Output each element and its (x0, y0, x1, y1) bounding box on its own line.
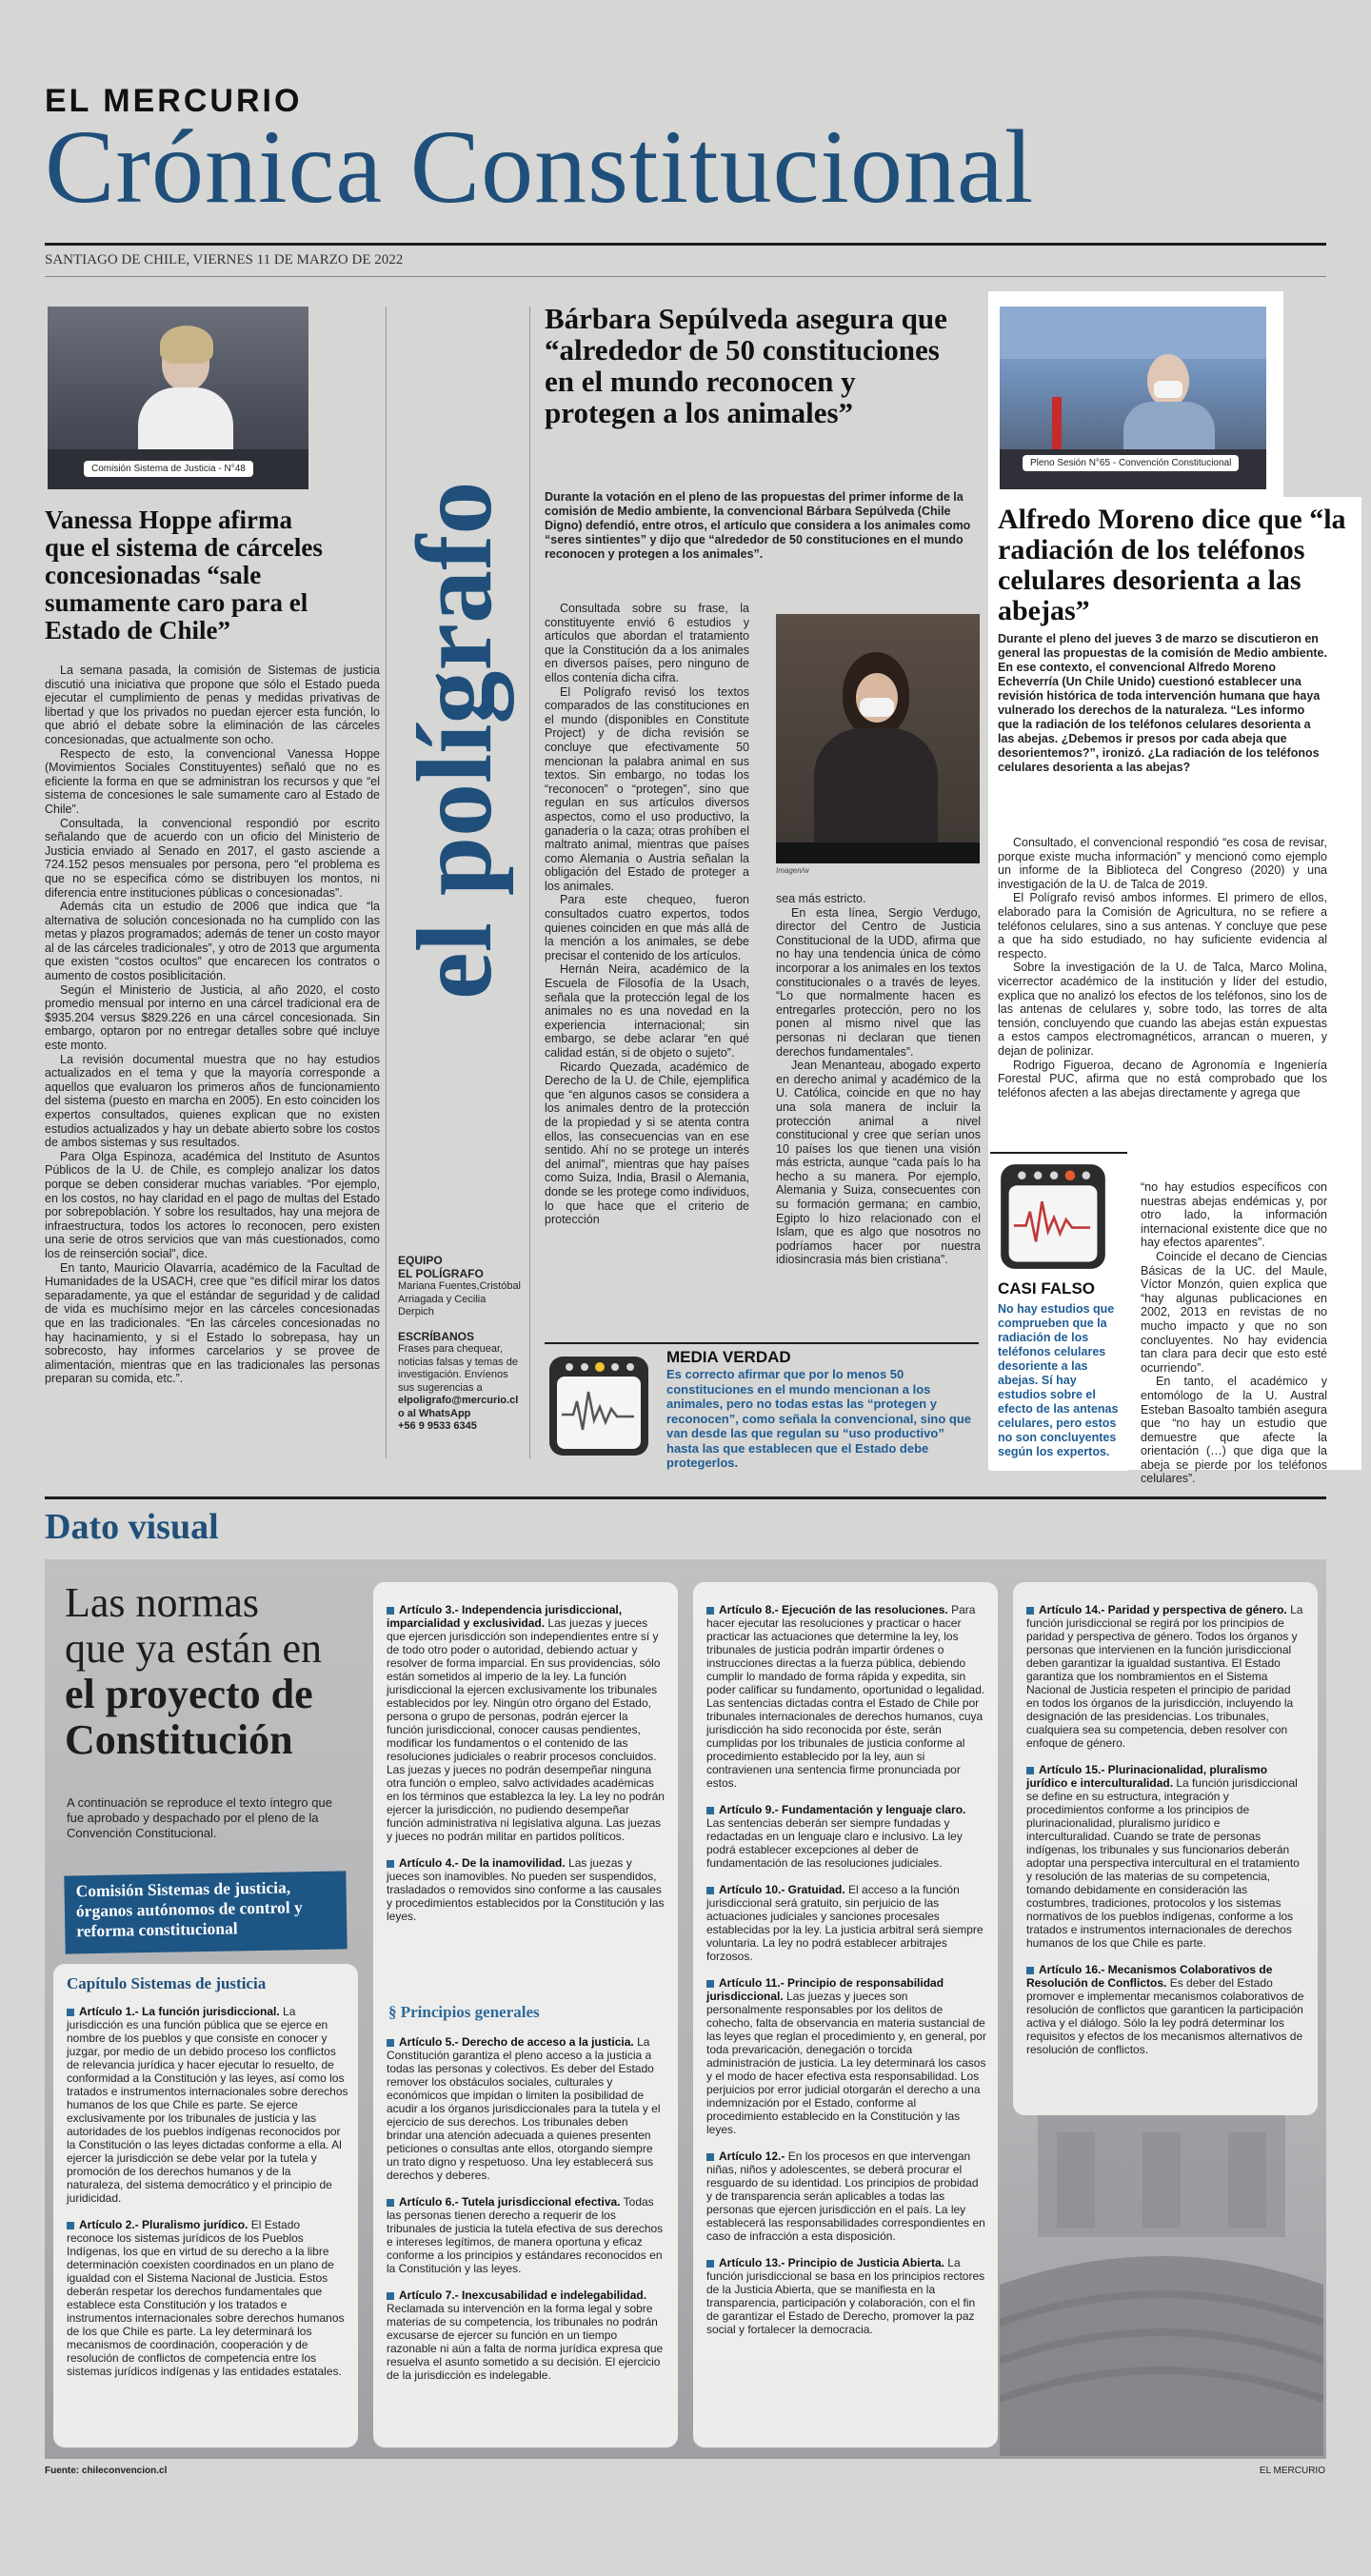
sepulveda-article-left (545, 602, 749, 1227)
paragraph: Respecto de esto, la convencional Vanessa Hoppe (Movimientos Sociales Constituyentes) señaló que no es eficiente la forma en que se administran los recursos y que “el sistema de concesiones le sale sumamente caro al Estado de Chile”. (45, 746, 380, 816)
paragraph: Para este chequeo, fueron consultados cuatro expertos, todos quienes coinciden en que más allá de la mención a los animales, se debe precisar el contenido de los artículos. (545, 893, 749, 962)
articles-col-2b (387, 2035, 666, 2395)
paragraph: Además cita un estudio de 2006 que indica que “la alternativa de solución concesionada no ha cumplido con las metas y plazos programados; además de tener un costo mayor al de las cárceles tradicionales”, y otro de 2013 que argumenta que existen “costos ocultos” que encarecen los contratos o aumento de costos posiblicitación. (45, 900, 380, 983)
column-divider (529, 307, 530, 1458)
article-2: Artículo 2.- Pluralismo jurídico. El Estado reconoce los sistemas jurídicos de los Pueblos Indígenas, los que en virtud de su derecho a la libre determinación coexisten coordinados en un plano de igualdad con el Sistema Nacional de Justicia. Estos deberán respetar los derechos fundamentales que establece esta Constitución y los tratados e instrumentos internacionales sobre derechos humanos de los que Chile es parte. La ley determinará los mecanismos de coordinación, cooperación y de resolución de conflictos de competencia entre los sistemas jurídicos indígenas y las entidades estatales. (67, 2218, 345, 2378)
moreno-photo-caption: Pleno Sesión N°65 - Convención Constitucional (1023, 455, 1239, 471)
paragraph: La revisión documental muestra que no hay estudios actualizados en el tema y que la mayoría corresponde a aquellos que evaluaron los primeros años de funcionamiento del sistema (puesto en marcha en 2005). En esto coinciden los expertos consultados, quienes explican que no existen estudios actualizados y hay un debate abierto sobre los costos de ambos sistemas y sus resultados. (45, 1052, 380, 1150)
articles-col-1 (67, 2005, 348, 2391)
bullet-icon (387, 2292, 394, 2300)
bullet-icon (706, 1980, 714, 1988)
paragraph: “no hay estudios específicos con nuestras abejas endémicas y, por otro lado, la información internacional existente dice que no hay efectos aparentes”. (1141, 1180, 1327, 1250)
media-verdad-title: MEDIA VERDAD (666, 1348, 791, 1366)
vertical-title: el polígrafo (396, 481, 514, 1000)
chapter-title: Capítulo Sistemas de justicia (67, 1974, 267, 1992)
moreno-article-narrow (1141, 1180, 1327, 1486)
article-13: Artículo 13.- Principio de Justicia Abierta. La función jurisdiccional se basa en los principios rectores de la Justicia Abierta, que se manifiesta en la transparencia, participación y colaboración, con el fin de garantizar el Estado de Derecho, promover la paz social y fortalecer la democracia. (706, 2256, 985, 2336)
bullet-icon (706, 1607, 714, 1615)
paragraph: Consultada sobre su frase, la constituyente envió 6 estudios y artículos que abordan el tratamiento que la Constitución da a los animales en diversos países, pero ninguno de ellos contenía dicha cifra. (545, 602, 749, 684)
equipo-title: EQUIPO (398, 1254, 443, 1267)
article-12: Artículo 12.- En los procesos en que intervengan niñas, niños y adolescentes, se deberá procurar el resguardo de su identidad. Los principios de probidad y de transparencia serán aplicables a todas las personas que ejercen jurisdicción en el país. La ley establecerá las responsabilidades correspondientes en caso de infracción a esta disposición. (706, 2150, 985, 2243)
bullet-icon (1026, 1967, 1034, 1974)
paragraph: Rodrigo Figueroa, decano de Agronomía e Ingeniería Forestal PUC, afirma que no está comprobado que los teléfonos afecten a las abejas directamente y agrega que (998, 1058, 1327, 1100)
dateline-rule (45, 276, 1326, 277)
article-3: Artículo 3.- Independencia jurisdiccional, imparcialidad y exclusividad. Las juezas y jueces que ejercen jurisdicción son independientes entre sí y de todo otro poder o autoridad, debiendo actuar y resolver de forma imparcial. En sus providencias, sólo están sometidos al imperio de la ley. La función jurisdiccional la ejercen exclusivamente los tribunales establecidos por ley. Ningún otro órgano del Estado, persona o grupo de personas, podrán ejercer la función jurisdiccional, conocer causas pendientes, modificar los fundamentos o el contenido de las resoluciones judiciales o reabrir procesos concluidos. Las juezas y jueces no podrán desempeñar ninguna otra función o empleo, salvo actividades académicas en los términos que establezca la ley. La ley no podrán ejercer la jurisdicción, no pudiendo desempeñar función administrativa ni legislativa alguna. Las juezas y jueces no podrán militar en partidos políticos. (387, 1603, 665, 1843)
equipo-box (398, 1255, 522, 1434)
commission-banner-text: Comisión Sistemas de justicia, órganos autónomos de control y reforma constitucional (75, 1877, 303, 1941)
dato-title-line: que ya están en (65, 1625, 322, 1672)
article-4: Artículo 4.- De la inamovilidad. Las juezas y jueces son inamovibles. No pueden ser suspendidos, trasladados o removidos sino conforme a las causales y procedimientos establecidos por la Constitución y las leyes. (387, 1856, 665, 1923)
bullet-icon (387, 2199, 394, 2207)
paragraph: La semana pasada, la comisión de Sistemas de justicia discutió una iniciativa que propone que sólo el Estado pueda ejecutar el cumplimiento de penas y medidas privativas de libertad y que los privados no puedan ejercer esta función, lo que abrió el debate sobre la eliminación de las cárceles concesionadas, que actualmente son ocho. (45, 664, 380, 746)
paragraph: Hernán Neira, académico de la Escuela de Filosofía de la Usach, señala que la protección legal de los animales no es una novedad en la experiencia internacional; sin embargo, se debe aclarar “en qué calidad están, si de objeto o sujeto”. (545, 962, 749, 1060)
contact-email[interactable]: elpoligrafo@mercurio.cl (398, 1395, 519, 1406)
article-15: Artículo 15.- Plurinacionalidad, pluralismo jurídico e interculturalidad. La función jurisdiccional se define en su estructura, integración y procedimientos conforme a los principios de plurinacionalidad, pluralismo jurídico e interculturalidad. Cuando se trate de personas indígenas, los tribunales y sus funcionarios deberán adoptar una perspectiva intercultural en el tratamiento y resolución de las materias de su competencia, tomando debidamente en consideración las costumbres, tradiciones, protocolos y los sistemas normativos de los pueblos indígenas, conforme a los tratados e instrumentos internacionales de derechos humanos de los que Chile es parte. (1026, 1763, 1300, 1950)
moreno-article (998, 836, 1327, 1100)
article-8: Artículo 8.- Ejecución de las resoluciones. Para hacer ejecutar las resoluciones y practicar o hacer practicar las actuaciones que determine la ley, los tribunales de justicia podrán impartir órdenes o instrucciones directas a la fuerza pública, debiendo cumplir lo mandado de forma rápida y expedita, sin poder calificar su fundamento, oportunidad o legalidad. Las sentencias dictadas contra el Estado de Chile por tribunales internacionales de derechos humanos, cuya jurisdicción ha sido reconocida por éste, serán cumplidas por los tribunales de justicia conforme al procedimiento establecido por la ley, aun si contravienen una sentencia firme pronunciada por estos. (706, 1603, 985, 1790)
hoppe-photo-caption: Comisión Sistema de Justicia - N°48 (84, 461, 253, 477)
paragraph: Coincide el decano de Ciencias Básicas de la UC. del Maule, Víctor Monzón, quien explica que “hay algunas publicaciones en 2002, 2013 en revistas de no mucho impacto y que no son concluyentes. No hay evidencia tan clara para decir que esto esté ocurriendo”. (1141, 1249, 1327, 1375)
dato-title-line: Constitución (65, 1716, 293, 1763)
masthead-rule (45, 243, 1326, 246)
principles-title: § Principios generales (388, 2003, 540, 2021)
escribanos-title: ESCRÍBANOS (398, 1329, 475, 1343)
article-16: Artículo 16.- Mecanismos Colaborativos de Resolución de Conflictos. Es deber del Estado promover e implementar mecanismos colaborativos de resolución de conflictos que garanticen la participación activa y el diálogo. Sólo la ley podrá determinar los requisitos y efectos de los mecanismos alternativos de resolución de conflictos. (1026, 1963, 1304, 2056)
paragraph: En tanto, el académico y entomólogo de la U. Austral Esteban Basoalto también asegura que “no hay un estudio que demuestre que afecte la orientación (…) que diga que la abeja se pierde por los teléfonos celulares”. (1141, 1375, 1327, 1486)
sepulveda-photo (776, 614, 980, 863)
paragraph: Ricardo Quezada, académico de Derecho de la U. de Chile, ejemplifica que “en algunos casos se considera a los animales dentro de la protección de la propiedad y si se atenta contra ellos, las consecuencias van en ese sentido. Ahí no se protege un interés del animal”, mientras que hay países como Suiza, India, Brasil o Alemania, donde se les protege como individuos, lo que hace que el criterio de protección (545, 1060, 749, 1227)
paragraph: Jean Menanteau, abogado experto en derecho animal y académico de la U. Católica, coincide en que no hay una sola manera de incluir la protección animal a nivel constitucional y cree que serían unos 10 países los que tienen una visión más estricta, aunque “cada país lo ha hecho a su manera. Por ejemplo, Alemania y Suiza, consecuentes con su formación germana; en cambio, Egipto lo hizo relacionado con el Islam, que es algo que nosotros no podríamos hacer por nuestra idiosincrasia más bien cristiana”. (776, 1059, 981, 1267)
chamber-illustration (1000, 2094, 1323, 2456)
bullet-icon (706, 2260, 714, 2268)
paragraph: El Polígrafo revisó ambos informes. El primero de ellos, elaborado para la Comisión de Agricultura, no se refiere a teléfonos celulares, sino a sus antenas. Y concluye que pese a que ha sido estudiado, no hay suficiente evidencia al respecto. (998, 891, 1327, 961)
bullet-icon (1026, 1767, 1034, 1774)
sepulveda-lede: Durante la votación en el pleno de las propuestas del primer informe de la comisión de Medio ambiente, la convencional Bárbara Sepúlveda (Chile Digno) defendió, entre otros, el artículo que considera a los animales como “seres sintientes” y dijo que “alrededor de 50 constituciones en el mundo reconocen y protegen a los animales”. (545, 490, 971, 561)
article-1: Artículo 1.- La función jurisdiccional. La jurisdicción es una función pública que se ejerce en nombre de los pueblos y que consiste en conocer y juzgar, por medio de un debido proceso los conflictos de relevancia jurídica y hacer ejecutar lo resuelto, de conformidad a la Constitución y las leyes, así como los tratados e instrumentos internacionales sobre derechos humanos de los que Chile es parte. Se ejerce exclusivamente por los tribunales de justicia y las autoridades de los pueblos indígenas reconocidos por la Constitución o las leyes dictadas conforme a ella. Al ejercer la jurisdicción se debe velar por la tutela y promoción de los derechos humanos y de la naturaleza, del sistema democrático y el principio de juridicidad. (67, 2005, 348, 2205)
paragraph: Sobre la investigación de la U. de Talca, Marco Molina, vicerrector académico de la institución y líder del estudio, explica que no analizó los efectos de los teléfonos, sino los de las antenas de celulares y, sobre todo, las torres de alta tensión, concluyendo que cuando las abejas están expuestas a estos campos electromagnéticos, arrancan o mueren, y dejan de polinizar. (998, 961, 1327, 1058)
bullet-icon (706, 2153, 714, 2161)
hoppe-headline: Vanessa Hoppe afirma que el sistema de cárceles concesionadas “sale sumamente caro para el Estado de Chile” (45, 505, 323, 644)
equipo-names: Mariana Fuentes,Cristóbal Arriagada y Cecilia Derpich (398, 1280, 522, 1318)
media-verdad-text: Es correcto afirmar que por lo menos 50 constituciones en el mundo mencionan a los animales, pero no todas estas las “protegen y reconocen”, como señala la convencional, sino que van desde las que regulan su “uso productivo” hasta las que establecen que el Estado debe protegerlos. (666, 1367, 972, 1470)
commission-banner (64, 1871, 347, 1953)
footer-source: Fuente: chileconvencion.cl (45, 2466, 168, 2476)
footer-brand: EL MERCURIO (1259, 2466, 1325, 2476)
article-7: Artículo 7.- Inexcusabilidad e indelegabilidad. Reclamada su intervención en la forma legal y sobre materias de su competencia, los tribunales no podrán excusarse de ejercer su función en un tiempo razonable ni aún a falta de norma jurídica expresa que resuelva el asunto sometido a su decisión. El ejercicio de la jurisdicción es indelegable. (387, 2289, 664, 2382)
moreno-headline: Alfredo Moreno dice que “la radiación de los teléfonos celulares desorienta a las abejas” (998, 504, 1346, 626)
equipo-org: EL POLÍGRAFO (398, 1266, 484, 1280)
media-verdad-icon (546, 1354, 651, 1458)
article-14: Artículo 14.- Paridad y perspectiva de género. La función jurisdiccional se regirá por los principios de paridad y perspectiva de género. Todos los órganos y personas que intervienen en la función jurisdiccional deben garantizar la igualdad sustantiva. El Estado garantiza que los nombramientos en el Sistema Nacional de Justicia respeten el principio de paridad en todos los órganos de la jurisdicción, incluyendo la designación de las presidencias. Los tribunales, cualquiera sea su competencia, deben resolver con enfoque de género. (1026, 1603, 1303, 1750)
article-10: Artículo 10.- Gratuidad. El acceso a la función jurisdiccional será gratuito, sin perjuicio de las actuaciones judiciales y sanciones procesales establecidas por la ley. La justicia arbitral será siempre voluntaria. La ley no podrá establecer arbitrajes forzosos. (706, 1883, 984, 1963)
bullet-icon (67, 2222, 74, 2229)
dato-title-line: el proyecto de (65, 1671, 313, 1717)
article-6: Artículo 6.- Tutela jurisdiccional efectiva. Todas las personas tienen derecho a requerir de los tribunales de justicia la tutela efectiva de sus derechos e intereses legítimos, de manera oportuna y eficaz conforme a los principios y estándares reconocidos en la Constitución y las leyes. (387, 2195, 664, 2275)
photo-credit: Imagen/w (776, 866, 809, 875)
dateline: SANTIAGO DE CHILE, VIERNES 11 DE MARZO DE 2022 (45, 252, 404, 268)
article-5: Artículo 5.- Derecho de acceso a la justicia. La Constitución garantiza el pleno acceso a la justicia a todas las personas y colectivos. Es deber del Estado remover los obstáculos sociales, culturales y económicos que impidan o limiten la posibilidad de acudir a los órganos jurisdiccionales para la tutela y el ejercicio de sus derechos. Los tribunales deben brindar una atención adecuada a quienes presenten peticiones o consultas ante ellos, otorgando siempre un trato digno y respetuoso. Una ley establecerá sus derechos y deberes. (387, 2035, 661, 2182)
articles-col-4 (1026, 1603, 1306, 2070)
contact-phone: +56 9 9533 6345 (398, 1420, 477, 1432)
moreno-photo (1000, 307, 1266, 489)
paragraph: El Polígrafo revisó los textos comparados de las constituciones en el mundo (disponibles en Constitute Project) y de dicha revisión se concluye que efectivamente 50 mencionan la palabra animal en sus textos. Sin embargo, no todas los “reconocen” o “protegen”, sino que regulan en sus artículos diversos aspectos, como el uso productivo, la ganadería o la caza; otras prohíben el maltrato animal, mientras que países como Alemania o Austria señalan la obligación del Estado de proteger a los animales. (545, 684, 749, 893)
paragraph: Consultada, la convencional respondió por escrito señalando que de acuerdo con un oficio del Ministerio de Justicia enviado al Senado en 2017, el gasto asciende a 724.152 pesos mensuales por persona, pero “el problema es que no se especifica cómo se distribuyen los montos, ni diferencia entre instituciones públicas o concesionadas”. (45, 816, 380, 900)
article-11: Artículo 11.- Principio de responsabilidad jurisdiccional. Las juezas y jueces son personalmente responsables por los delitos de cohecho, falta de observancia en materia sustancial de las leyes que reglan el procedimiento y, en general, por toda prevaricación, denegación o torcida administración de justicia. La ley determinará los casos y el modo de hacer efectiva esta responsabilidad. Los perjuicios por error judicial otorgarán el derecho a una indemnización por el Estado, conforme al procedimiento establecido en la Constitución y las leyes. (706, 1976, 986, 2136)
hoppe-article (45, 664, 380, 1386)
paragraph: Consultado, el convencional respondió “es cosa de revisar, porque existe mucha información” y mencionó como ejemplo un informe de la Biblioteca del Congreso (2020) y una investigación de la U. de Talca de 2019. (998, 836, 1327, 891)
dato-intro: A continuación se reproduce el texto íntegro que fue aprobado y despachado por el pleno de la Convención Constitucional. (67, 1795, 332, 1840)
casi-falso-icon (998, 1161, 1108, 1272)
article-9: Artículo 9.- Fundamentación y lenguaje claro. Las sentencias deberán ser siempre fundadas y redactadas en un lenguaje claro e inclusivo. La ley podrá establecer excepciones al deber de fundamentación de las resoluciones judiciales. (706, 1803, 966, 1870)
dato-title-line: Las normas (65, 1579, 260, 1626)
paragraph: En esta línea, Sergio Verdugo, director del Centro de Justicia Constitucional de la UDD, afirma que no hay una tendencia única de cómo incorporar a los animales en los textos constitucionales o a través de leyes. “Lo que normalmente hacen es entregarles protección, pero no los ponen al mismo nivel que las personas ni declaran que tienen derechos fundamentales”. (776, 905, 981, 1059)
paragraph: En tanto, Mauricio Olavarría, académico de la Facultad de Humanidades de la USACH, cree que “es difícil mirar los datos separadamente, ya que el estándar de seguridad y de calidad de vida es muchísimo mejor en las cárceles concesionadas que en las tradicionales. “En las cárceles concesionadas no hay hacinamiento, y si el Estado lo sobrepasa, hay un sobrecosto, hay informes carcelarios y se provee de alimentación, mientras que en las tradicionales las personas preparan su comida, etc.”. (45, 1260, 380, 1386)
bullet-icon (67, 2009, 74, 2016)
bullet-icon (706, 1807, 714, 1814)
dato-visual-label: Dato visual (45, 1507, 219, 1547)
section-title: Crónica Constitucional (45, 109, 1035, 225)
moreno-lede: Durante el pleno del jueves 3 de marzo se discutieron en general las propuestas de la comisión de Medio ambiente. En ese contexto, el convencional Alfredo Moreno Echeverría (Un Chile Unido) cuestionó establecer una revisión histórica de toda intervención humana que haya vulnerado los derechos de la naturaleza. “Les informo que la radiación de los teléfonos celulares desorienta a las abejas. ¿Debemos ir presos por cada abeja que desorientemos?”, ironizó. ¿La radiación de los teléfonos celulares desorienta a las abejas? (998, 632, 1327, 774)
sepulveda-article-right (776, 892, 981, 1267)
bullet-icon (387, 1860, 394, 1868)
sepulveda-headline: Bárbara Sepúlveda asegura que “alrededor de 50 constituciones en el mundo reconocen y protegen a los animales” (545, 302, 947, 429)
bullet-icon (1026, 1607, 1034, 1615)
paper-name: EL MERCURIO (45, 83, 303, 119)
section-rule (45, 1496, 1326, 1499)
paragraph: sea más estricto. (776, 892, 866, 905)
hoppe-photo (48, 307, 308, 489)
articles-col-3 (706, 1603, 986, 2349)
verdict-rule (545, 1342, 979, 1344)
paragraph: Para Olga Espinoza, académica del Instituto de Asuntos Públicos de la U. de Chile, es complejo analizar los datos porque se deben considerar muchas variables. “Por ejemplo, en los costos, no hay claridad en el pago de multas del Estado por sobrepoblación. Y sobre los resultados, hay una mejora de infraestructura, todos los actores lo reconocen, pero existen una serie de otros servicios que van más cuestionados, como los de reinserción social”, dice. (45, 1149, 380, 1260)
dato-title (65, 1580, 379, 1763)
articles-col-2a (387, 1603, 666, 1936)
column-divider (386, 307, 387, 1458)
bullet-icon (706, 1887, 714, 1894)
casi-falso-title: CASI FALSO (998, 1279, 1096, 1298)
escribanos-text: Frases para chequear, noticias falsas y temas de investigación. Envíenos sus sugerencias a (398, 1343, 518, 1394)
whatsapp-label: o al WhatsApp (398, 1407, 471, 1419)
bullet-icon (387, 2039, 394, 2047)
paragraph: Según el Ministerio de Justicia, al año 2020, el costo promedio mensual por interno en una cárcel tradicional era de $935.204 versus $829.226 en una cárcel concesionada. Sin embargo, optaron por no entregar detalles sobre qué incluye este monto. (45, 982, 380, 1053)
bullet-icon (387, 1607, 394, 1615)
casi-falso-text: No hay estudios que comprueben que la radiación de los teléfonos celulares desoriente a las abejas. Sí hay estudios sobre el efecto de las antenas celulares, pero estos no son concluyentes según los expertos. (998, 1302, 1119, 1458)
